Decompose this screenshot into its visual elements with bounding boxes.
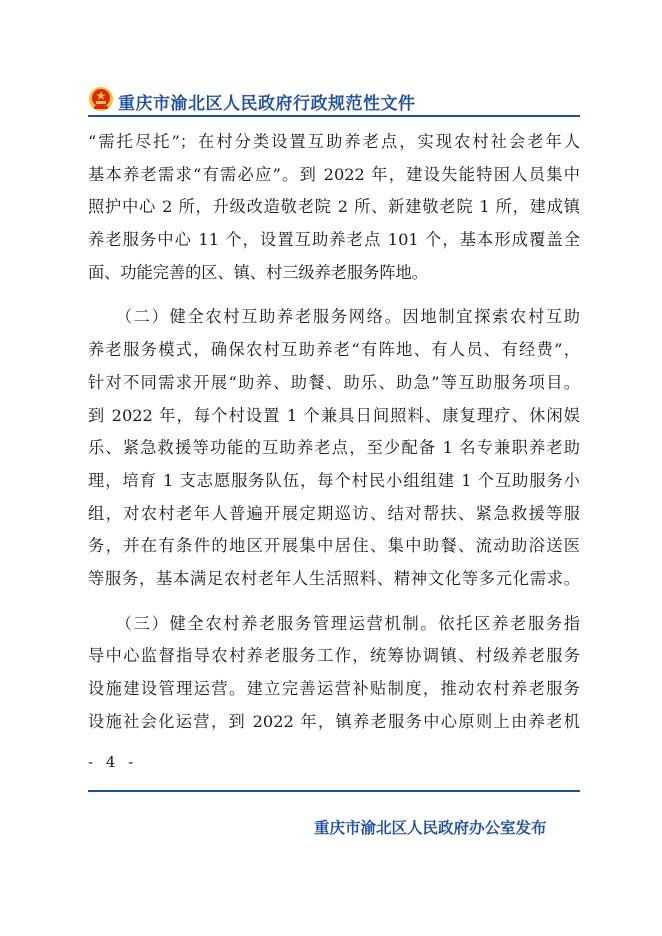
text-line: 理，培育 1 支志愿服务队伍，每个村民小组组建 1 个互助服务小 [88,470,580,490]
paragraph [88,608,580,739]
page-number: - 4 - [88,753,138,771]
text-line: 养老服务模式，确保农村互助养老“有阵地、有人员、有经费”， [88,340,580,360]
paragraph [88,126,580,289]
text-line: 等服务，基本满足农村老年人生活照料、精神文化等多元化需求。 [88,568,580,588]
text-line: 照护中心 2 所，升级改造敬老院 2 所、新建敬老院 1 所，建成镇 [88,197,580,217]
header-divider [88,115,580,117]
text-line: 务，并在有条件的地区开展集中居住、集中助餐、流动助浴送医 [88,536,580,556]
text-line: 设施建设管理运营。建立完善运营补贴制度，推动农村养老服务 [88,679,580,698]
text-line: （三）健全农村养老服务管理运营机制。依托区养老服务指 [88,613,580,633]
text-line: 设施社会化运营，到 2022 年，镇养老服务中心原则上由养老机 [88,711,580,731]
text-line: 面、功能完善的区、镇、村三级养老服务阵地。 [88,262,428,282]
text-line: 到 2022 年，每个村设置 1 个兼具日间照料、康复理疗、休闲娱 [88,405,580,425]
text-line: 针对不同需求开展“助养、助餐、助乐、助急”等互助服务项目。 [88,372,580,392]
header-title: 重庆市渝北区人民政府行政规范性文件 [118,94,416,114]
text-line: 组，对农村老年人普遍开展定期巡访、结对帮扶、紧急救援等服 [88,503,580,523]
text-line: 乐、紧急救援等功能的互助养老点，至少配备 1 名专兼职养老助 [88,438,580,458]
text-line: “需托尽托”；在村分类设置互助养老点，实现农村社会老年人 [88,132,580,151]
text-line: 导中心监督指导农村养老服务工作，统筹协调镇、村级养老服务 [88,646,580,666]
text-line: 基本养老需求“有需必应”。到 2022 年，建设失能特困人员集中 [88,164,580,184]
national-emblem-icon [88,86,114,112]
text-line: 养老服务中心 11 个，设置互助养老点 101 个，基本形成覆盖全 [88,230,580,250]
footer-divider [88,790,580,792]
paragraph [88,301,580,595]
text-line: （二）健全农村互助养老服务网络。因地制宜探索农村互助 [88,307,580,327]
footer-publisher: 重庆市渝北区人民政府办公室发布 [314,819,547,837]
document-header [88,86,578,116]
document-body [88,126,580,738]
